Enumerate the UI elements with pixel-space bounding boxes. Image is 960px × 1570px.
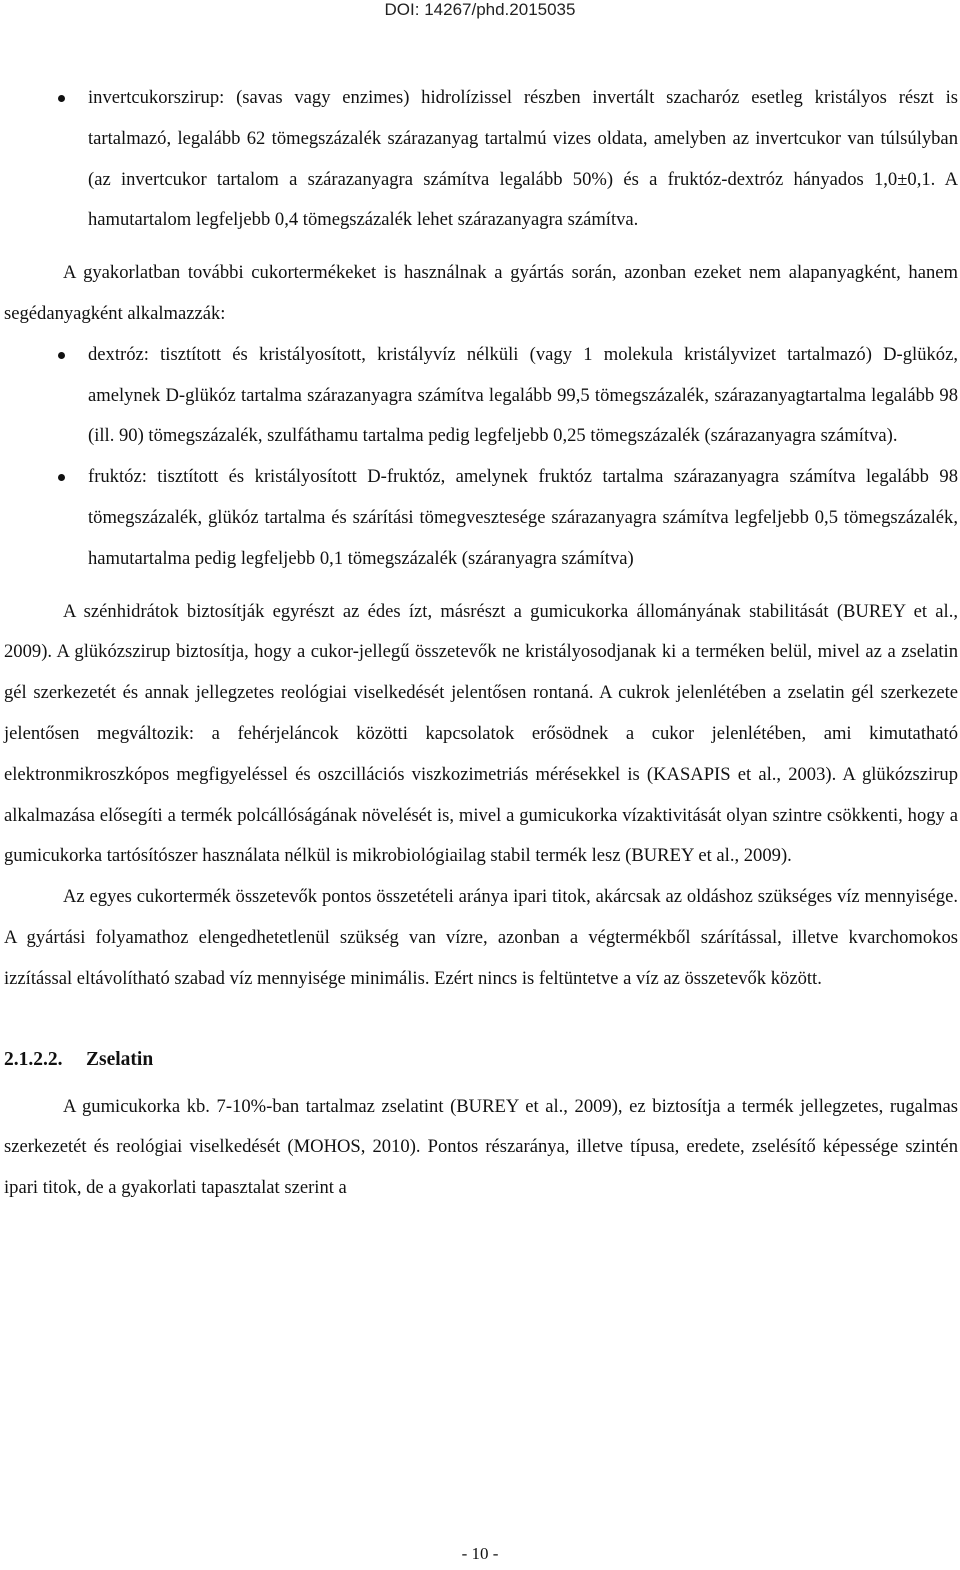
bullet-icon: [58, 474, 65, 481]
section-number: 2.1.2.2.: [4, 1048, 63, 1070]
paragraph-gelatin: A gumicukorka kb. 7-10%-ban tartalmaz zselatint (BUREY et al., 2009), ez biztosítja a termék jellegzetes, rugalmas szerkezetét és reológiai viselkedését (MOHOS, 2010). Pontos részaránya, illetve típusa, eredete, zselésítő képessége szintén ipari titok, de a gyakorlati tapasztalat szerint a: [4, 1095, 958, 1199]
bullet-icon: [58, 352, 65, 359]
doi-header: DOI: 14267/phd.2015035: [384, 0, 576, 19]
section-heading: [0, 1040, 958, 1080]
bullet-icon: [58, 95, 65, 102]
list-item: [0, 335, 958, 457]
section-title: Zselatin: [86, 1048, 154, 1070]
bullet-text: fruktóz: tisztított és kristályosított D-fruktóz, amelynek fruktóz tartalma szárazanyagra számítva legalább 98 tömegszázalék, glükóz tartalma és szárítási tömegvesztesége szárazanyagra számítva legfeljebb 0,5 tömegszázalék, hamutartalma pedig legfeljebb 0,1 tömegszázalék (száranyagra számítva): [88, 466, 958, 569]
bullet-text: invertcukorszirup: (savas vagy enzimes) hidrolízissel részben invertált szacharóz esetleg kristályos részt is tartalmazó, legalább 62 tömegszázalék szárazanyag tartalmú vizes oldata, amelyben az invertcukor van túlsúlyban (az invertcukor tartalom a szárazanyagra számítva legalább 50%) és a fruktóz-dextróz hányados 1,0±0,1. A hamutartalom legfeljebb 0,4 tömegszázalék lehet szárazanyagra számítva.: [88, 87, 958, 231]
page-number: - 10 -: [461, 1544, 499, 1563]
list-item: [0, 457, 958, 579]
paragraph-intro: A gyakorlatban további cukortermékeket is használnak a gyártás során, azonban ezeket nem alapanyagként, hanem segédanyagként alkalmazzák:: [4, 262, 958, 324]
bullet-text: dextróz: tisztított és kristályosított, kristályvíz nélküli (vagy 1 molekula kristályvizet tartalmazó) D-glükóz, amelynek D-glükóz tartalma szárazanyagra számítva legalább 99,5 tömegszázalék, szárazanyagtartalma legalább 98 (ill. 90) tömegszázalék, szulfáthamu tartalma pedig legfeljebb 0,25 tömegszázalék (szárazanyagra számítva).: [88, 343, 958, 447]
bullet-list-top: [0, 78, 958, 241]
paragraph-carbohydrates: A szénhidrátok biztosítják egyrészt az édes ízt, másrészt a gumicukorka állományának stabilitását (BUREY et al., 2009). A glükózszirup biztosítja, hogy a cukor-jellegű összetevők ne kristályosodjanak ki a terméken belül, mivel az a zselatin gél szerkezetét és annak jellegzetes reológiai viselkedését jelentősen rontaná. A cukrok jelenlétében a zselatin gél szerkezete jelentősen megváltozik: a fehérjeláncok közötti kapcsolatok erősödnek a cukor jelenlétében, ami kimutatható elektronmikroszkópos megfigyeléssel és oszcillációs viszkozimetriás mérésekkel is (KASAPIS et al., 2003). A glükózszirup alkalmazása elősegíti a termék polcállóságának növelését is, mivel a gumicukorka vízaktivitását olyan szintre csökkenti, hogy a gumicukorka tartósítószer használata nélkül is mikrobiológiailag stabil termék lesz (BUREY et al., 2009).: [4, 600, 958, 867]
document-body: [0, 78, 958, 1209]
bullet-list-sugars: [0, 335, 958, 580]
list-item: [0, 78, 958, 241]
paragraph-water: Az egyes cukortermék összetevők pontos összetételi aránya ipari titok, akárcsak az oldáshoz szükséges víz mennyisége. A gyártási folyamathoz elengedhetetlenül szükség van vízre, azonban a végtermékből szárítással, illetve kvarchomokos izzítással eltávolítható szabad víz mennyisége minimális. Ezért nincs is feltüntetve a víz az összetevők között.: [4, 886, 958, 989]
